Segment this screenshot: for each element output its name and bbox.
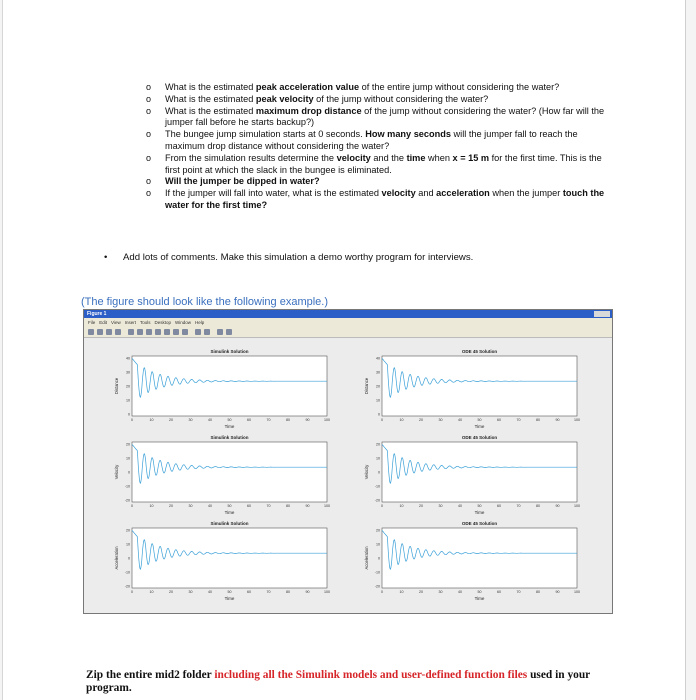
menu-item-view[interactable]: View (111, 320, 121, 325)
plot-area (132, 356, 327, 416)
y-tick-label: 0 (378, 470, 380, 475)
x-tick-label: 40 (458, 504, 462, 508)
question-emphasis: velocity (381, 188, 416, 199)
question-text: If the jumper will fall into water, what is the estimated (165, 188, 382, 199)
hollow-bullet-icon: o (146, 82, 152, 92)
y-tick-label: 40 (126, 356, 130, 361)
subplot (364, 349, 580, 429)
question-text: of the jump without considering the water? (313, 93, 489, 104)
pan-icon[interactable] (155, 329, 161, 335)
x-tick-label: 10 (399, 590, 404, 594)
x-tick-label: 10 (149, 418, 154, 422)
show-tools-icon[interactable] (226, 329, 232, 335)
question-item (146, 188, 606, 212)
question-item (146, 176, 606, 188)
x-axis-label: Time (474, 424, 485, 429)
subplot-title: ODE 45 Solution (461, 521, 498, 526)
y-tick-label: 10 (126, 456, 130, 461)
question-emphasis: time (406, 152, 426, 163)
question-text: and (415, 188, 437, 199)
y-tick-label: -20 (124, 584, 130, 589)
y-tick-label: -20 (124, 498, 130, 503)
x-tick-label: 80 (536, 504, 540, 508)
legend-icon[interactable] (204, 329, 210, 335)
question-emphasis: x = 15 m (452, 152, 490, 163)
subplot-title: Simulink Solution (210, 349, 249, 354)
x-axis-label: Time (224, 596, 235, 601)
subplot (114, 521, 330, 601)
figure-titlebar (84, 310, 612, 318)
x-tick-label: 50 (477, 590, 482, 594)
zip-text-part2: including all the Simulink models and user-defined function files (214, 669, 528, 681)
x-tick-label: 90 (555, 418, 560, 422)
x-tick-label: 0 (131, 418, 133, 422)
x-tick-label: 30 (188, 504, 193, 508)
question-text: for the first time. This is the first point at which the slack in the bungee is eliminated. (165, 152, 602, 175)
x-tick-label: 40 (208, 418, 212, 422)
y-axis-label: Velocity (364, 464, 369, 480)
y-tick-label: 0 (378, 412, 380, 417)
menu-item-help[interactable]: Help (195, 320, 205, 325)
y-axis-label: Distance (364, 377, 369, 395)
x-tick-label: 60 (497, 418, 501, 422)
hollow-bullet-icon: o (146, 188, 152, 199)
x-axis-label: Time (224, 510, 235, 515)
add-comments-text: Add lots of comments. Make this simulation a demo worthy program for interviews. (123, 252, 474, 263)
zip-text-part1: Zip the entire mid2 folder (86, 669, 215, 681)
x-tick-label: 30 (438, 504, 443, 508)
question-emphasis: velocity (336, 152, 371, 163)
subplot (114, 435, 330, 515)
y-tick-label: -10 (374, 570, 380, 575)
hollow-bullet-icon: o (146, 93, 152, 104)
x-tick-label: 90 (305, 590, 310, 594)
plot-area (382, 356, 577, 416)
question-emphasis: peak velocity (255, 93, 314, 104)
x-tick-label: 10 (149, 590, 154, 594)
question-item (146, 94, 606, 106)
y-tick-label: 0 (128, 470, 130, 475)
x-tick-label: 0 (381, 504, 383, 508)
subplot-title: Simulink Solution (210, 435, 249, 440)
x-tick-label: 10 (399, 504, 404, 508)
subplot-title: ODE 45 Solution (461, 435, 498, 440)
y-tick-label: 20 (376, 384, 380, 389)
plot-area (132, 442, 327, 502)
figure-toolbar (84, 327, 612, 338)
zip-text-part3: used in your program. (86, 669, 591, 694)
x-tick-label: 0 (381, 418, 383, 422)
x-tick-label: 60 (247, 418, 251, 422)
x-tick-label: 90 (305, 418, 310, 422)
x-tick-label: 70 (516, 590, 521, 594)
save-icon[interactable] (106, 329, 112, 335)
x-tick-label: 30 (188, 590, 193, 594)
x-tick-label: 50 (477, 418, 482, 422)
y-axis-label: Acceleration (114, 546, 119, 570)
y-tick-label: 0 (378, 556, 380, 561)
data-cursor-icon[interactable] (173, 329, 179, 335)
x-tick-label: 80 (536, 590, 540, 594)
question-emphasis: acceleration (436, 188, 490, 199)
subplot-title: Simulink Solution (210, 521, 249, 526)
menu-item-edit[interactable]: Edit (99, 320, 108, 325)
bullet-icon: • (104, 252, 108, 263)
x-axis-label: Time (474, 510, 485, 515)
y-tick-label: 10 (126, 398, 130, 403)
x-axis-label: Time (474, 596, 485, 601)
figure-menubar (84, 318, 612, 327)
question-text: when the jumper (489, 188, 563, 199)
y-axis-label: Acceleration (364, 546, 369, 570)
x-tick-label: 100 (324, 418, 330, 422)
zoom-out-icon[interactable] (146, 329, 152, 335)
hollow-bullet-icon: o (146, 129, 152, 140)
question-emphasis: touch the water for the first time? (165, 188, 605, 210)
y-tick-label: 30 (376, 370, 380, 375)
x-tick-label: 60 (247, 504, 251, 508)
hollow-bullet-icon: o (146, 176, 152, 187)
x-tick-label: 20 (169, 418, 173, 422)
x-tick-label: 100 (574, 590, 580, 594)
x-tick-label: 50 (477, 504, 482, 508)
plot-area (132, 528, 327, 588)
x-tick-label: 10 (149, 504, 154, 508)
rotate-icon[interactable] (164, 329, 170, 335)
question-text: What is the estimated (165, 82, 256, 92)
question-text: What is the estimated (165, 105, 256, 116)
figure-window-title: Figure 1 (87, 311, 107, 317)
y-tick-label: 10 (376, 456, 380, 461)
subplot (114, 349, 330, 429)
question-item (146, 106, 606, 130)
x-tick-label: 90 (555, 590, 560, 594)
question-item (146, 129, 606, 153)
zoom-in-icon[interactable] (137, 329, 143, 335)
question-text: The bungee jump simulation starts at 0 seconds. (165, 129, 366, 140)
x-tick-label: 70 (266, 590, 271, 594)
x-tick-label: 100 (574, 418, 580, 422)
menu-item-file[interactable]: File (88, 320, 96, 325)
x-tick-label: 50 (227, 504, 232, 508)
x-tick-label: 20 (419, 590, 423, 594)
x-tick-label: 70 (516, 418, 521, 422)
x-tick-label: 40 (458, 418, 462, 422)
question-text: when (425, 152, 453, 163)
pointer-icon[interactable] (128, 329, 134, 335)
zip-instruction (86, 669, 626, 695)
x-axis-label: Time (224, 424, 235, 429)
hollow-bullet-icon: o (146, 105, 152, 116)
y-tick-label: 20 (376, 442, 380, 447)
brush-icon[interactable] (182, 329, 188, 335)
y-tick-label: 20 (126, 384, 130, 389)
x-tick-label: 60 (497, 504, 501, 508)
y-axis-label: Distance (114, 377, 119, 395)
x-tick-label: 20 (169, 590, 173, 594)
figure-caption: (The figure should look like the following example.) (81, 296, 329, 308)
y-tick-label: 30 (126, 370, 130, 375)
hide-tools-icon[interactable] (217, 329, 223, 335)
y-tick-label: -20 (374, 498, 380, 503)
plot-area (382, 442, 577, 502)
menu-item-tools[interactable]: Tools (139, 320, 151, 325)
plot-area (382, 528, 577, 588)
x-tick-label: 50 (227, 590, 232, 594)
print-icon[interactable] (115, 329, 121, 335)
question-emphasis: Will the jumper be dipped in water? (165, 176, 320, 187)
x-tick-label: 30 (438, 418, 443, 422)
y-tick-label: 20 (376, 528, 380, 533)
x-tick-label: 10 (399, 418, 404, 422)
question-text: From the simulation results determine the (165, 152, 337, 163)
subplot (364, 435, 580, 515)
question-text: and the (370, 152, 407, 163)
x-tick-label: 70 (266, 504, 271, 508)
x-tick-label: 0 (131, 590, 133, 594)
window-controls-icon[interactable] (594, 311, 610, 317)
document-page (2, 0, 686, 700)
figure-canvas (84, 338, 612, 613)
y-tick-label: 20 (126, 442, 130, 447)
y-tick-label: 40 (376, 356, 380, 361)
x-tick-label: 100 (324, 504, 330, 508)
y-tick-label: 0 (128, 556, 130, 561)
question-emphasis: How many seconds (365, 129, 451, 140)
question-text: will the jumper fall to reach the maximum drop distance without considering the water? (165, 129, 578, 151)
x-tick-label: 30 (438, 590, 443, 594)
matlab-figure-window (83, 309, 613, 614)
x-tick-label: 20 (419, 418, 423, 422)
x-tick-label: 80 (536, 418, 540, 422)
y-tick-label: -10 (374, 484, 380, 489)
question-item (146, 153, 606, 177)
menu-item-window[interactable]: Window (175, 320, 192, 325)
hollow-bullet-icon: o (146, 152, 152, 163)
new-figure-icon[interactable] (88, 329, 94, 335)
x-tick-label: 60 (247, 590, 251, 594)
menu-item-insert[interactable]: Insert (124, 320, 136, 325)
question-text: of the entire jump without considering the water? (359, 82, 560, 92)
question-item (146, 82, 606, 94)
subplot-grid (84, 338, 612, 613)
menu-item-desktop[interactable]: Desktop (154, 320, 172, 325)
x-tick-label: 80 (286, 504, 290, 508)
y-axis-label: Velocity (114, 464, 119, 480)
x-tick-label: 100 (324, 590, 330, 594)
x-tick-label: 0 (381, 590, 383, 594)
y-tick-label: -10 (124, 484, 130, 489)
x-tick-label: 70 (516, 504, 521, 508)
question-emphasis: maximum drop distance (255, 105, 362, 116)
x-tick-label: 40 (458, 590, 462, 594)
x-tick-label: 30 (188, 418, 193, 422)
x-tick-label: 70 (266, 418, 271, 422)
x-tick-label: 40 (208, 504, 212, 508)
x-tick-label: 40 (208, 590, 212, 594)
x-tick-label: 60 (497, 590, 501, 594)
colorbar-icon[interactable] (195, 329, 201, 335)
y-tick-label: 20 (126, 528, 130, 533)
y-tick-label: 0 (128, 412, 130, 417)
x-tick-label: 20 (169, 504, 173, 508)
x-tick-label: 90 (305, 504, 310, 508)
y-tick-label: 10 (126, 542, 130, 547)
x-tick-label: 80 (286, 590, 290, 594)
subplot (364, 521, 580, 601)
x-tick-label: 100 (574, 504, 580, 508)
add-comments-item (106, 252, 473, 263)
question-emphasis: peak acceleration value (255, 82, 360, 92)
y-tick-label: 10 (376, 542, 380, 547)
question-text: of the jump without considering the water? (How far will the jumper fall before he starts backup?) (165, 105, 605, 128)
question-list (146, 82, 606, 212)
x-tick-label: 50 (227, 418, 232, 422)
y-tick-label: 10 (376, 398, 380, 403)
x-tick-label: 0 (131, 504, 133, 508)
subplot-title: ODE 45 Solution (461, 349, 498, 354)
open-file-icon[interactable] (97, 329, 103, 335)
x-tick-label: 20 (419, 504, 423, 508)
x-tick-label: 80 (286, 418, 290, 422)
y-tick-label: -10 (124, 570, 130, 575)
x-tick-label: 90 (555, 504, 560, 508)
question-text: What is the estimated (165, 93, 256, 104)
y-tick-label: -20 (374, 584, 380, 589)
